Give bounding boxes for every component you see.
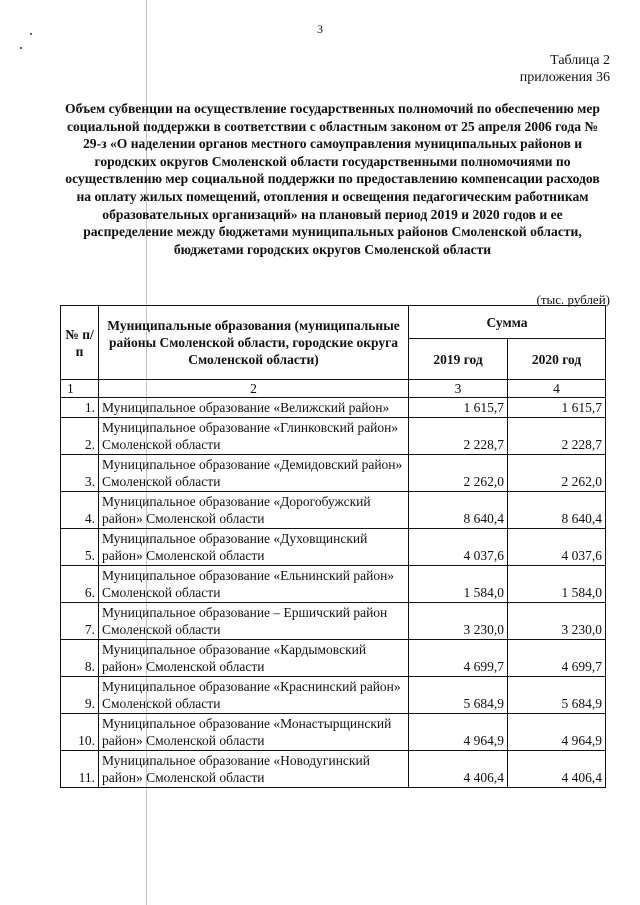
amount-2020: 4 037,6: [508, 529, 606, 566]
amount-2020: 4 699,7: [508, 640, 606, 677]
row-number: 10.: [61, 714, 99, 751]
amount-2020: 8 640,4: [508, 492, 606, 529]
column-index: 3: [409, 380, 508, 398]
municipality-name: Муниципальное образование «Демидовский район» Смоленской области: [99, 455, 409, 492]
row-number: 5.: [61, 529, 99, 566]
row-number: 6.: [61, 566, 99, 603]
row-number: 2.: [61, 418, 99, 455]
scan-speck: [20, 47, 22, 49]
row-number: 11.: [61, 751, 99, 788]
document-title: Объем субвенции на осуществление государственных полномочий по обеспечению мер социальной поддержки в соответствии с областным законом от 25 апреля 2006 года № 29-з «О наделении органов местного самоуправления муниципальных районов и городских округов Смоленской области государственными полномочиями по осуществлению мер социальной поддержки по предоставлению компенсации расходов на оплату жилых помещений, отопления и освещения педагогическим работникам образовательных организаций» на плановый период 2019 и 2020 годов и ее распределение между бюджетами муниципальных районов Смоленской области, бюджетами городских округов Смоленской области: [65, 101, 600, 257]
municipality-name: Муниципальное образование «Духовщинский район» Смоленской области: [99, 529, 409, 566]
amount-2020: 4 406,4: [508, 751, 606, 788]
header-num: № п/п: [61, 306, 99, 380]
municipality-name: Муниципальное образование «Глинковский район» Смоленской области: [99, 418, 409, 455]
row-number: 1.: [61, 398, 99, 418]
table-row: [61, 418, 606, 455]
amount-2019: 3 230,0: [409, 603, 508, 640]
units-label: (тыс. рублей): [536, 292, 610, 307]
page-number: 3: [317, 22, 323, 36]
table-ref-line2: приложения 36: [519, 70, 610, 85]
table-row: [61, 640, 606, 677]
row-number: 8.: [61, 640, 99, 677]
amount-2020: 2 228,7: [508, 418, 606, 455]
amount-2019: 1 615,7: [409, 398, 508, 418]
amount-2019: 2 228,7: [409, 418, 508, 455]
subvention-table: [60, 305, 606, 788]
municipality-name: Муниципальное образование «Дорогобужский район» Смоленской области: [99, 492, 409, 529]
amount-2019: 4 964,9: [409, 714, 508, 751]
table-body: [61, 398, 606, 788]
header-2020: 2020 год: [508, 339, 606, 380]
column-index: 2: [99, 380, 409, 398]
table-row: [61, 529, 606, 566]
row-number: 3.: [61, 455, 99, 492]
table-row: [61, 677, 606, 714]
amount-2020: 1 615,7: [508, 398, 606, 418]
table-row: [61, 603, 606, 640]
municipality-name: Муниципальное образование «Ельнинский район» Смоленской области: [99, 566, 409, 603]
amount-2019: 4 406,4: [409, 751, 508, 788]
municipality-name: Муниципальное образование «Велижский район»: [99, 398, 409, 418]
amount-2020: 2 262,0: [508, 455, 606, 492]
column-index: 4: [508, 380, 606, 398]
row-number: 4.: [61, 492, 99, 529]
amount-2020: 1 584,0: [508, 566, 606, 603]
header-2019: 2019 год: [409, 339, 508, 380]
column-index-row: [61, 380, 606, 398]
municipality-name: Муниципальное образование – Ершичский район Смоленской области: [99, 603, 409, 640]
table-row: [61, 455, 606, 492]
table-reference: [520, 52, 610, 86]
amount-2019: 1 584,0: [409, 566, 508, 603]
header-sum: Сумма: [409, 306, 606, 339]
municipality-name: Муниципальное образование «Краснинский район» Смоленской области: [99, 677, 409, 714]
municipality-name: Муниципальное образование «Монастырщинский район» Смоленской области: [99, 714, 409, 751]
row-number: 9.: [61, 677, 99, 714]
table-row: [61, 398, 606, 418]
header-name: Муниципальные образования (муниципальные районы Смоленской области, городские округа Смоленской области): [99, 306, 409, 380]
amount-2020: 5 684,9: [508, 677, 606, 714]
amount-2019: 4 699,7: [409, 640, 508, 677]
table-row: [61, 492, 606, 529]
column-index: 1: [61, 380, 99, 398]
amount-2019: 8 640,4: [409, 492, 508, 529]
amount-2020: 4 964,9: [508, 714, 606, 751]
table-row: [61, 714, 606, 751]
amount-2019: 4 037,6: [409, 529, 508, 566]
municipality-name: Муниципальное образование «Кардымовский район» Смоленской области: [99, 640, 409, 677]
table-row: [61, 751, 606, 788]
municipality-name: Муниципальное образование «Новодугинский район» Смоленской области: [99, 751, 409, 788]
amount-2019: 2 262,0: [409, 455, 508, 492]
amount-2019: 5 684,9: [409, 677, 508, 714]
row-number: 7.: [61, 603, 99, 640]
table-ref-line1: Таблица 2: [550, 53, 610, 68]
amount-2020: 3 230,0: [508, 603, 606, 640]
table-row: [61, 566, 606, 603]
